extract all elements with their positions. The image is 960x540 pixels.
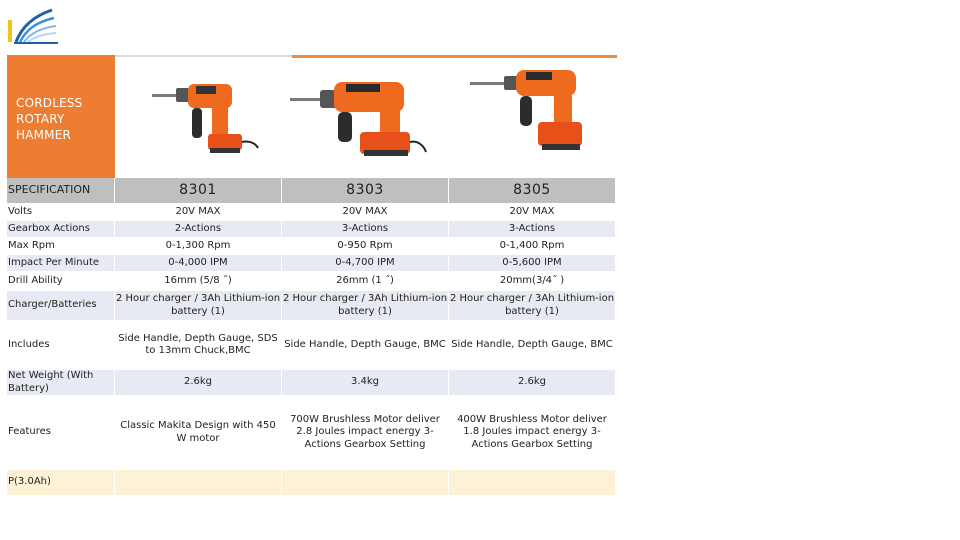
row-label-includes: Includes — [7, 321, 115, 369]
table-cell: 2-Actions — [115, 221, 282, 237]
model-8303-header: 8303 — [282, 178, 449, 203]
table-row — [7, 255, 616, 272]
table-cell: 3-Actions — [282, 221, 449, 237]
table-cell: 0-5,600 IPM — [449, 255, 616, 271]
header-divider-grey — [112, 55, 292, 57]
spec-header-label: SPECIFICATION — [7, 178, 115, 203]
table-cell: 0-1,400 Rpm — [449, 238, 616, 254]
table-cell: 0-4,000 IPM — [115, 255, 282, 271]
table-cell — [449, 470, 616, 495]
table-cell: 700W Brushless Motor deliver 2.8 Joules impact energy 3-Actions Gearbox Setting — [282, 396, 449, 469]
table-cell: 0-950 Rpm — [282, 238, 449, 254]
model-8301-header: 8301 — [115, 178, 282, 203]
row-label-gearbox: Gearbox Actions — [7, 221, 115, 237]
row-label-battery: P(3.0Ah) — [7, 470, 115, 495]
table-cell: 20V MAX — [115, 204, 282, 220]
table-cell — [115, 470, 282, 495]
table-cell: 3.4kg — [282, 370, 449, 395]
table-row — [7, 291, 616, 321]
table-cell: 26mm (1 ˝) — [282, 272, 449, 290]
table-cell: Side Handle, Depth Gauge, BMC — [449, 321, 616, 369]
hero-title: CORDLESS ROTARY HAMMER — [16, 96, 83, 142]
table-cell: 20V MAX — [449, 204, 616, 220]
row-label-impact: Impact Per Minute — [7, 255, 115, 271]
table-cell: 20mm(3/4˝ ) — [449, 272, 616, 290]
row-label-features: Features — [7, 396, 115, 469]
table-row — [7, 238, 616, 255]
row-label-max-rpm: Max Rpm — [7, 238, 115, 254]
table-row — [7, 321, 616, 370]
rotary-hammer-8305-icon — [468, 60, 598, 170]
spec-table-header-row — [7, 178, 616, 204]
table-row — [7, 272, 616, 291]
table-cell: 16mm (5/8 ˝) — [115, 272, 282, 290]
table-row — [7, 221, 616, 238]
table-cell: 2 Hour charger / 3Ah Lithium-ion battery (1) — [115, 291, 282, 320]
table-cell: 0-4,700 IPM — [282, 255, 449, 271]
row-label-charger: Charger/Batteries — [7, 291, 115, 320]
table-cell: 3-Actions — [449, 221, 616, 237]
table-cell: 2.6kg — [449, 370, 616, 395]
table-row — [7, 370, 616, 396]
table-cell: Side Handle, Depth Gauge, SDS to 13mm Chuck,BMC — [115, 321, 282, 369]
table-cell: 2.6kg — [115, 370, 282, 395]
table-row — [7, 470, 616, 496]
rotary-hammer-8303-icon — [288, 60, 428, 170]
header-divider-orange — [292, 55, 617, 58]
stylized-wave-logo-icon — [8, 6, 60, 48]
table-row — [7, 204, 616, 221]
row-label-drill: Drill Ability — [7, 272, 115, 290]
table-cell — [282, 470, 449, 495]
table-cell: 20V MAX — [282, 204, 449, 220]
table-cell: Side Handle, Depth Gauge, BMC — [282, 321, 449, 369]
table-cell: 0-1,300 Rpm — [115, 238, 282, 254]
table-cell: 400W Brushless Motor deliver 1.8 Joules impact energy 3-Actions Gearbox Setting — [449, 396, 616, 469]
table-cell: Classic Makita Design with 450 W motor — [115, 396, 282, 469]
table-row — [7, 396, 616, 470]
rotary-hammer-8301-icon — [150, 60, 260, 170]
table-cell: 2 Hour charger / 3Ah Lithium-ion battery (1) — [449, 291, 616, 320]
table-cell: 2 Hour charger / 3Ah Lithium-ion battery (1) — [282, 291, 449, 320]
spec-table — [7, 178, 616, 496]
row-label-weight: Net Weight (With Battery) — [7, 370, 115, 395]
hero-panel — [7, 55, 115, 178]
model-8305-header: 8305 — [449, 178, 616, 203]
row-label-volts: Volts — [7, 204, 115, 220]
